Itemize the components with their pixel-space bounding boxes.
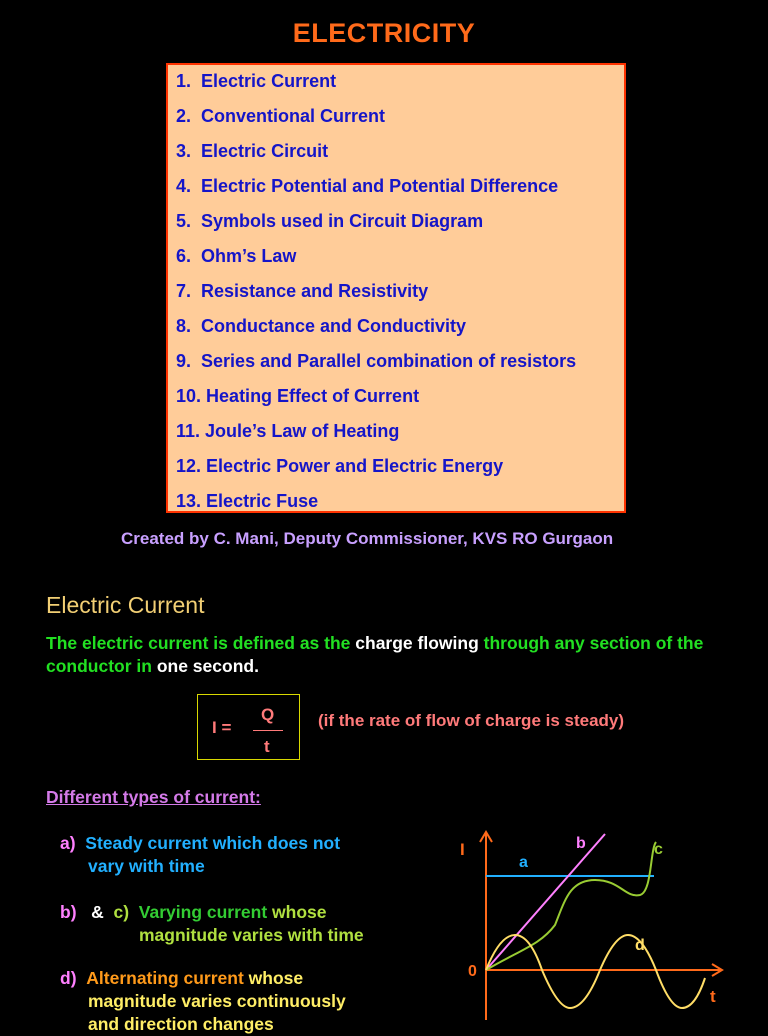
definition-part: .	[254, 656, 259, 676]
credit-line: Created by C. Mani, Deputy Commissioner, KVS RO Gurgaon	[121, 529, 614, 548]
item-label: d)	[60, 968, 77, 988]
toc-number: 6.	[176, 246, 192, 266]
y-axis-label: I	[460, 840, 465, 859]
toc-item[interactable]	[176, 211, 483, 232]
linear-current-line	[486, 834, 605, 970]
toc-number: 5.	[176, 211, 192, 231]
toc-label: Electric Current	[201, 71, 337, 91]
origin-label: 0	[468, 963, 477, 980]
toc-label: Electric Circuit	[201, 141, 329, 161]
toc-number: 8.	[176, 316, 192, 336]
toc-label: Joule’s Law of Heating	[205, 421, 400, 441]
item-desc: whose	[243, 968, 304, 988]
table-of-contents	[166, 63, 626, 513]
fraction-bar	[253, 730, 283, 731]
formula-box	[197, 694, 300, 760]
toc-item[interactable]	[176, 246, 296, 267]
toc-number: 11.	[176, 421, 201, 441]
toc-number: 7.	[176, 281, 192, 301]
formula-lhs: I =	[212, 718, 232, 737]
x-axis-label: t	[710, 987, 716, 1006]
toc-item[interactable]	[176, 456, 503, 477]
item-label: b)	[60, 902, 77, 922]
formula-note: (if the rate of flow of charge is steady)	[318, 711, 625, 730]
item-name: Alternating current	[86, 968, 244, 988]
toc-item[interactable]	[176, 421, 399, 442]
item-desc: whose	[267, 902, 327, 922]
toc-number: 10.	[176, 386, 202, 406]
toc-number: 4.	[176, 176, 192, 196]
alternating-current-curve	[486, 935, 705, 1008]
toc-label: Electric Potential and Potential Difference	[201, 176, 559, 196]
varying-current-curve	[486, 842, 656, 970]
item-name: Varying current	[138, 902, 268, 922]
toc-item[interactable]	[176, 106, 385, 127]
toc-item[interactable]	[176, 71, 336, 92]
curve-label-c: c	[654, 841, 663, 858]
toc-label: Electric Power and Electric Energy	[206, 456, 504, 476]
ampersand: &	[91, 902, 104, 922]
current-type-a	[60, 832, 340, 878]
toc-label: Electric Fuse	[206, 491, 319, 511]
item-label: c)	[113, 902, 130, 922]
current-type-bc	[60, 901, 364, 947]
toc-label: Ohm’s Law	[201, 246, 297, 266]
item-desc: vary with time	[88, 856, 205, 876]
current-type-d	[60, 967, 346, 1036]
curve-label-b: b	[576, 835, 586, 852]
item-desc: and direction changes	[88, 1014, 274, 1034]
toc-number: 3.	[176, 141, 192, 161]
toc-number: 1.	[176, 71, 192, 91]
definition-highlight: one second	[156, 656, 255, 676]
definition-highlight: charge flowing	[355, 633, 479, 653]
formula-numerator: Q	[261, 705, 275, 724]
formula-denominator: t	[264, 737, 270, 756]
toc-label: Conventional Current	[201, 106, 386, 126]
definition-text	[46, 632, 746, 678]
toc-item[interactable]	[176, 386, 419, 407]
toc-number: 9.	[176, 351, 192, 371]
item-desc: magnitude varies continuously	[88, 991, 346, 1011]
item-name: Steady current	[85, 833, 208, 853]
definition-part: through any section of the conductor in	[46, 633, 704, 676]
curve-label-a: a	[519, 854, 528, 871]
toc-number: 13.	[176, 491, 202, 511]
toc-number: 12.	[176, 456, 202, 476]
toc-item[interactable]	[176, 281, 428, 302]
toc-item[interactable]	[176, 316, 466, 337]
toc-item[interactable]	[176, 491, 318, 512]
toc-label: Heating Effect of Current	[206, 386, 420, 406]
section-heading: Electric Current	[46, 592, 205, 618]
page-title: ELECTRICITY	[292, 18, 476, 48]
types-heading: Different types of current:	[46, 787, 261, 807]
item-label: a)	[60, 833, 76, 853]
toc-label: Symbols used in Circuit Diagram	[201, 211, 484, 231]
toc-number: 2.	[176, 106, 192, 126]
item-desc: magnitude varies with time	[139, 925, 364, 945]
toc-item[interactable]	[176, 351, 576, 372]
toc-label: Resistance and Resistivity	[201, 281, 429, 301]
item-desc: which does not	[207, 833, 341, 853]
current-types-graph	[430, 820, 730, 1024]
toc-item[interactable]	[176, 176, 558, 197]
curve-label-d: d	[635, 937, 645, 954]
toc-item[interactable]	[176, 141, 328, 162]
toc-label: Conductance and Conductivity	[201, 316, 467, 336]
definition-part: The electric current is defined as the	[46, 633, 356, 653]
toc-label: Series and Parallel combination of resistors	[201, 351, 577, 371]
